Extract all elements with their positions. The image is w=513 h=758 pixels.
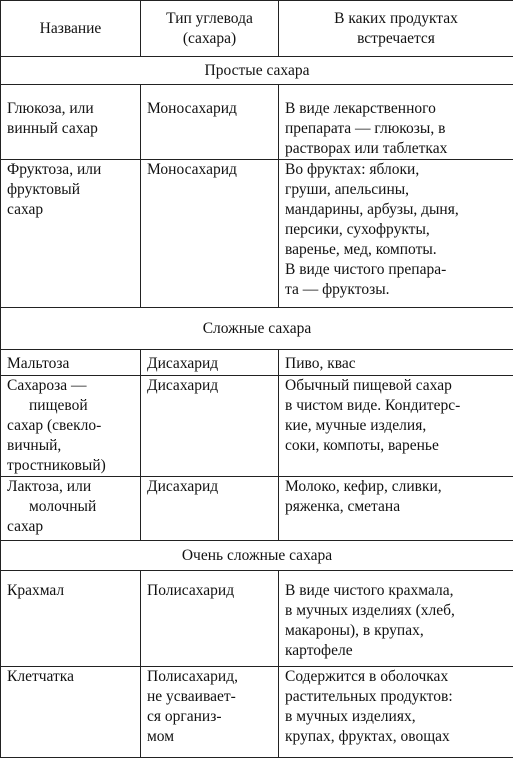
- header-row: [1, 1, 513, 57]
- cell-name: Сахароза — пищевой сахар (свекло- вичный, тростниковый): [1, 376, 141, 477]
- cell-products: Обычный пищевой сахар в чистом виде. Кондитерс- кие, мучные изделия, соки, компоты, варенье: [279, 376, 513, 477]
- table-row: [1, 376, 513, 477]
- cell-products: Во фруктах: яблоки, груши, апельсины, мандарины, арбузы, дыня, персики, сухофрукты, варенье, мед, компоты. В виде чистого препара- та — фруктозы.: [279, 160, 513, 308]
- table-row: [1, 571, 513, 667]
- cell-type: Моносахарид: [141, 85, 279, 160]
- cell-name: Глюкоза, или винный сахар: [1, 85, 141, 160]
- cell-products: Содержится в оболочках растительных продуктов: в мучных изделиях, крупах, фруктах, овощах: [279, 667, 513, 758]
- cell-products: Молоко, кефир, сливки, ряженка, сметана: [279, 477, 513, 541]
- table-row: [1, 85, 513, 160]
- cell-products: Пиво, квас: [279, 350, 513, 376]
- cell-type: Полисахарид: [141, 571, 279, 667]
- cell-name: Лактоза, или молочный сахар: [1, 477, 141, 541]
- table-row: [1, 160, 513, 308]
- cell-products: В виде лекарственного препарата — глюкозы, в растворах или таблетках: [279, 85, 513, 160]
- cell-products: В виде чистого крахмала, в мучных изделиях (хлеб, макароны), в крупах, картофеле: [279, 571, 513, 667]
- table-row: [1, 667, 513, 758]
- cell-type: Дисахарид: [141, 477, 279, 541]
- section-row: [1, 541, 513, 571]
- table-row: [1, 477, 513, 541]
- section-row: [1, 308, 513, 350]
- cell-type: Дисахарид: [141, 350, 279, 376]
- header-products: В каких продуктах встречается: [279, 1, 513, 57]
- section-title: Сложные сахара: [1, 308, 513, 350]
- cell-type: Полисахарид, не усваивает- ся организ- мом: [141, 667, 279, 758]
- header-carb-type: Тип углевода (сахара): [141, 1, 279, 57]
- table-row: [1, 350, 513, 376]
- cell-name: Крахмал: [1, 571, 141, 667]
- cell-name: Клетчатка: [1, 667, 141, 758]
- cell-type: Дисахарид: [141, 376, 279, 477]
- section-title: Простые сахара: [1, 57, 513, 85]
- cell-name: Мальтоза: [1, 350, 141, 376]
- section-title: Очень сложные сахара: [1, 541, 513, 571]
- section-row: [1, 57, 513, 85]
- cell-type: Моносахарид: [141, 160, 279, 308]
- header-name: Название: [1, 1, 141, 57]
- cell-name: Фруктоза, или фруктовый сахар: [1, 160, 141, 308]
